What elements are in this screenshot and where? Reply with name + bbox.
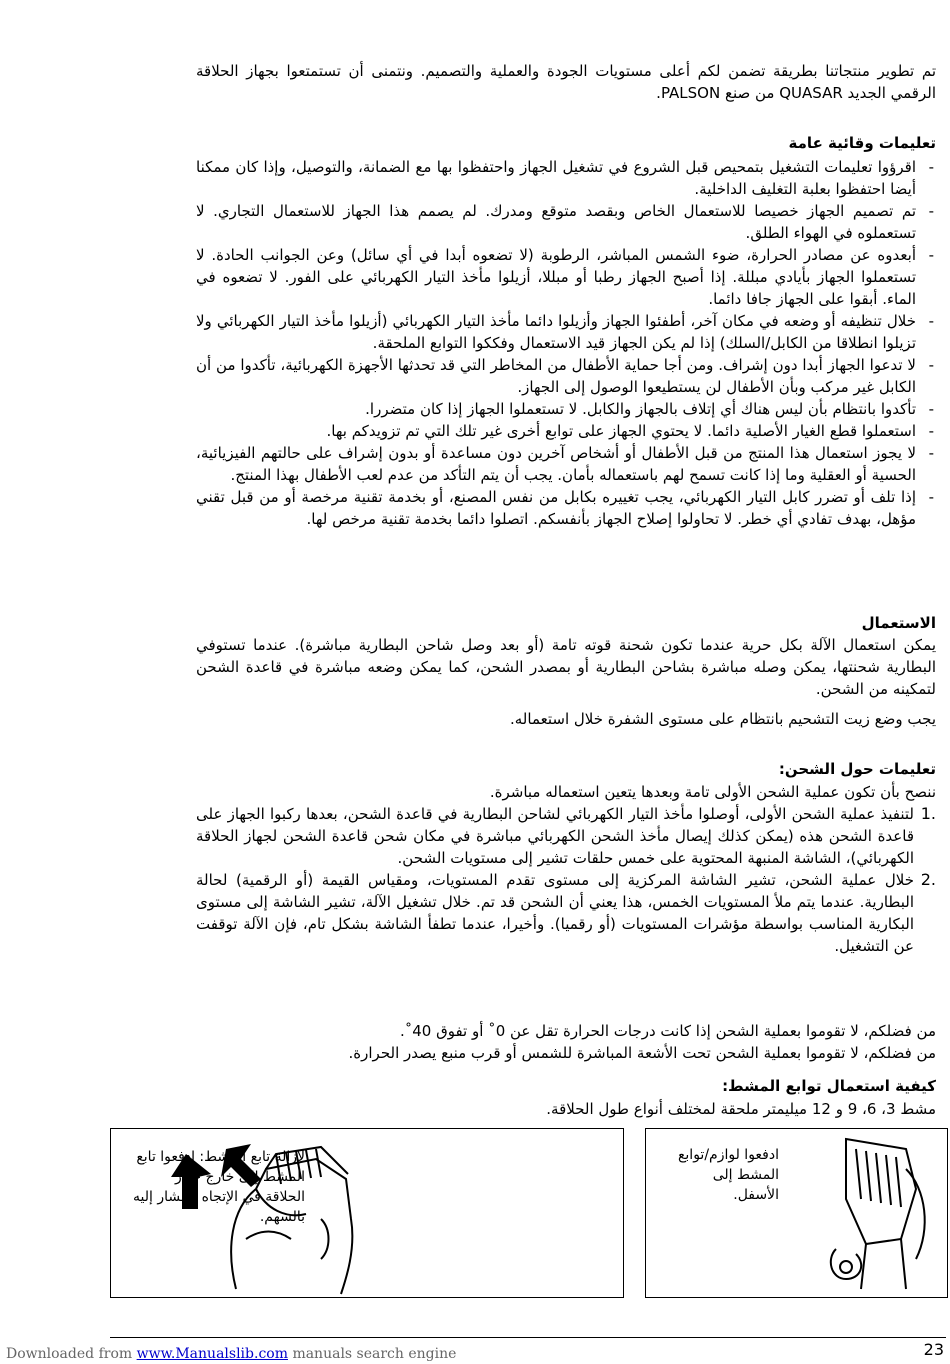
list-item: - تأكدوا بانتظام بأن ليس هناك أي إتلاف بالجهاز والكابل. لا تستعملوا الجهاز إذا كان متضررا. — [196, 398, 936, 420]
footer-rule — [110, 1337, 946, 1338]
comb-title: كيفية استعمال توابع المشط: — [722, 1077, 936, 1095]
usage-title: الاستعمال — [861, 614, 936, 632]
temperature-note: من فضلكم، لا تقوموا بعملية الشحن إذا كانت درجات الحرارة تقل عن 0˚ أو تفوق 40˚. — [399, 1022, 936, 1040]
list-item — [196, 803, 936, 869]
comb-sizes: مشط 3، 6، 9 و 12 ميليمتر ملحقة لمختلف أنواع طول الحلاقة. — [546, 1100, 936, 1118]
list-item — [196, 869, 936, 957]
list-item: - اقرؤوا تعليمات التشغيل بتمحيص قبل الشروع في تشغيل الجهاز واحتفظوا بها مع الضمانة، والتوصيل، وإذا كان ممكنا أيضا احتفظوا بعلبة التغليف الداخلية. — [196, 156, 936, 200]
list-item: - لا تدعوا الجهاز أبدا دون إشراف. ومن أجا حماية الأطفال من المخاطر التي قد تحدثها الأجهزة الكهربائية، تأكدوا من أن الكابل غير مركب وبأن الأطفال لن يستطيعوا الوصول إلى الجهاز. — [196, 354, 936, 398]
list-item: - استعملوا قطع الغيار الأصلية دائما. لا يحتوي الجهاز على توابع أخرى غير تلك التي تم تزويدكم بها. — [196, 420, 936, 442]
list-item: - لا يجوز استعمال هذا المنتج من قبل الأطفال أو أشخاص آخرين دون مساعدة أو بدون إشراف على حالتهم الفيزيائية، الحسية أو العقلية وما إذا كانت تسمح لهم باستعماله بأمان. يجب أن يتم التأكد من عدم لعب الأطفال بهذا المنتج. — [196, 442, 936, 486]
usage-oil-note: يجب وضع زيت التشحيم بانتظام على مستوى الشفرة خلال استعماله. — [510, 710, 936, 728]
step-text: لتنفيذ عملية الشحن الأولى، أوصلوا مأخذ التيار الكهربائي لشاحن البطارية في قاعدة الشحن، بعدها ركبوا الجهاز على قاعدة الشحن هذه (يمكن كذلك إيصال مأخذ الشحن الكهربائي مباشرة في مكان شحن قاعدة الشحن لجهاز الحلاقة الكهربائي)، الشاشة المنبهة المحتوية على خمس حلقات تشير إلى مستويات الشحن. — [196, 805, 914, 867]
remove-comb-figure — [110, 1128, 624, 1298]
safety-title: تعليمات وقائية عامة — [788, 134, 936, 152]
manualslib-link[interactable]: www.Manualslib.com — [136, 1346, 288, 1362]
list-item: - إذا تلف أو تضرر كابل التيار الكهربائي، يجب تغييره بكابل من نفس المصنع، أو بخدمة تقنية مرخصة أو من قبل تقني مؤهل، بهدف تفادي أي خطر. لا تحاولوا إصلاح الجهاز بأنفسكم. اتصلوا دائما بخدمة تقنية مرخص لها. — [196, 486, 936, 530]
step-number: 1. — [920, 804, 936, 823]
footer-suffix: manuals search engine — [292, 1346, 457, 1362]
footer-prefix: Downloaded from — [6, 1346, 133, 1362]
charging-title: تعليمات حول الشحن: — [778, 760, 936, 778]
remove-comb-caption: لإزالة تابع المشط: ادفعوا تابع المشط إلى خارج جهاز الحلاقة في الإتجاه المشار إليه بالسهم. — [133, 1149, 305, 1225]
sunlight-note: من فضلكم، لا تقوموا بعملية الشحن تحت الأشعة المباشرة للشمس أو قرب منبع يصدر الحرارة. — [348, 1044, 936, 1062]
download-footer — [6, 1346, 456, 1362]
attach-comb-figure — [645, 1128, 948, 1298]
attach-comb-caption: ادفعوا لوازم/توابع المشط إلى الأسفل. — [677, 1147, 779, 1203]
list-item: - تم تصميم الجهاز خصيصا للاستعمال الخاص وبقصد متوقع ومدرك. لم يصمم هذا الجهاز للاستعمال التجاري. لا تستعملوه في الهواء الطلق. — [196, 200, 936, 244]
charging-intro: ننصح بأن تكون عملية الشحن الأولى تامة وبعدها يتعين استعماله مباشرة. — [489, 783, 936, 801]
step-number: 2. — [920, 870, 936, 889]
intro-paragraph: تم تطوير منتجاتنا بطريقة تضمن لكم أعلى مستويات الجودة والعملية والتصميم. ونتمنى أن تستمتعوا بجهاز الحلاقة الرقمي الجديد QUASAR من صنع PALSON. — [196, 62, 936, 102]
page-number: 23 — [923, 1340, 944, 1359]
attach-comb-illustration — [806, 1129, 946, 1297]
list-item: - خلال تنظيفه أو وضعه في مكان آخر، أطفئوا الجهاز وأزيلوا دائما مأخذ التيار الكهربائي (أزيلوا مأخذ التيار الكهربائي ولا تزيلوا انطلاقا من الكابل/السلك) إذا لم يكن الجهاز قيد الاستعمال وفككوا التوابع الملحقة. — [196, 310, 936, 354]
usage-paragraph: يمكن استعمال الآلة بكل حرية عندما تكون شحنة قوته تامة (أو بعد وصل شاحن البطارية مباشرة). عندما تستوفي البطارية شحنتها، يمكن وصله مباشرة بشاحن البطارية أو بمصدر الشحن، كما يمكن وضعه مباشرة في قاعدة الشحن لتمكينه من الشحن. — [196, 636, 936, 698]
list-item: - أبعدوه عن مصادر الحرارة، ضوء الشمس المباشر، الرطوبة (لا تضعوه أبدا في أي سائل) وعن الجوانب الحادة. لا تستعملوا الجهاز بأيادي مبللة. إذا أصبح الجهاز رطبا أو مبللا، أزيلوا مأخذ التيار الكهربائي على الفور. لا تضعوه في الماء. أبقوا على الجهاز جافا دائما. — [196, 244, 936, 310]
safety-list — [196, 156, 936, 530]
step-text: خلال عملية الشحن، تشير الشاشة المركزية إلى مستوى تقدم المستويات، ومقياس القيمة (أو الرقمية) لحالة البطارية. عندما يتم ملأ المستويات الخمس، هذا يعني أن الشحن قد تم. خلال تشغيل الآلة، تشير الشاشة إلى مستوى البكارية المناسب بواسطة مؤشرات المستويات (أو رقميا). وأخيرا، عندما تطفأ الشاشة بشكل تام، فإن الآلة توقفت عن التشغيل. — [196, 871, 914, 955]
charging-steps — [196, 803, 936, 957]
